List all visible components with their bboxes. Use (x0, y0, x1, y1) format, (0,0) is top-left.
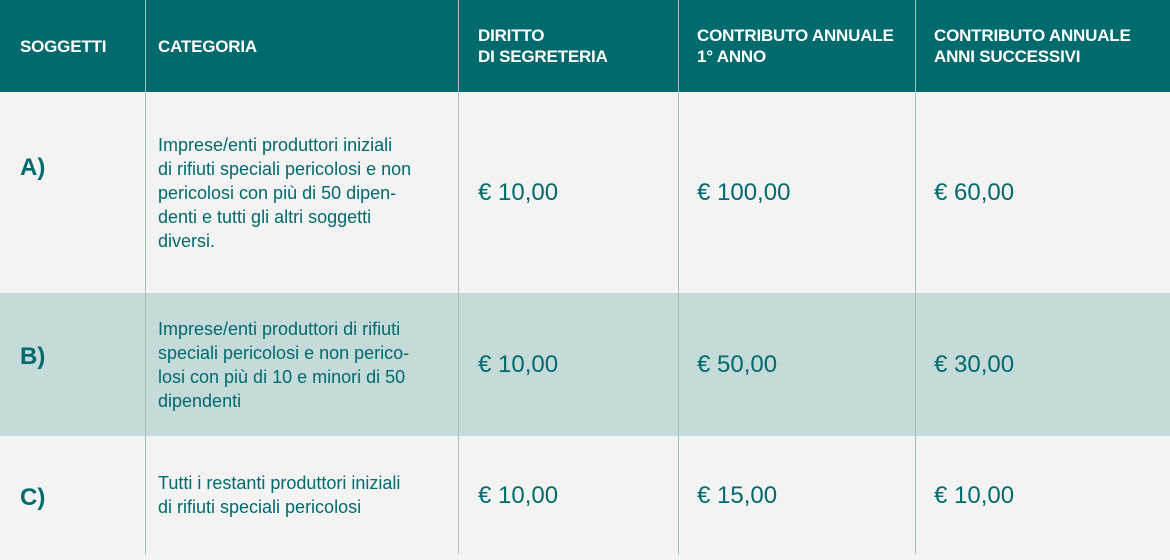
category-line: diversi. (158, 230, 216, 251)
row-diritto: € 10,00 (478, 482, 559, 509)
header-contributo-successivi-line2: ANNI SUCCESSIVI (934, 47, 1081, 66)
header-diritto (478, 0, 678, 92)
row-subject: A) (20, 154, 46, 181)
row-subject: C) (20, 484, 46, 511)
column-divider (145, 0, 146, 554)
header-categoria-label: CATEGORIA (158, 36, 257, 56)
category-line: speciali pericolosi e non perico- (158, 342, 410, 363)
header-contributo-successivi-line1: CONTRIBUTO ANNUALE (934, 26, 1131, 45)
column-divider (458, 0, 459, 554)
row-subject: B) (20, 342, 46, 370)
table-row (0, 92, 1170, 293)
header-contributo-primo-line1: CONTRIBUTO ANNUALE (697, 26, 894, 45)
row-contributo-primo: € 100,00 (697, 178, 791, 206)
header-contributo-primo-line2: 1° ANNO (697, 47, 766, 66)
table-row (0, 293, 1170, 436)
category-line: Tutti i restanti produttori iniziali (158, 473, 401, 493)
column-divider (678, 0, 679, 554)
row-category (158, 92, 448, 293)
header-contributo-primo (697, 0, 912, 92)
category-line: losi con più di 10 e minori di 50 (158, 366, 406, 387)
header-diritto-line1: DIRITTO (478, 26, 545, 45)
category-line: dipendenti (158, 390, 242, 411)
row-contributo-primo: € 50,00 (697, 350, 778, 378)
row-diritto: € 10,00 (478, 350, 559, 378)
row-contributo-successivi: € 60,00 (934, 178, 1015, 206)
row-category (158, 293, 448, 436)
row-contributo-primo: € 15,00 (697, 482, 778, 509)
row-contributo-successivi: € 10,00 (934, 482, 1015, 509)
row-contributo-successivi: € 30,00 (934, 350, 1015, 378)
row-category (158, 436, 448, 554)
header-categoria (158, 0, 438, 92)
header-diritto-line2: DI SEGRETERIA (478, 47, 608, 66)
table-row (0, 436, 1170, 554)
row-diritto: € 10,00 (478, 178, 559, 206)
table-header (0, 0, 1170, 92)
column-divider (915, 0, 916, 554)
header-contributo-successivi (934, 0, 1164, 92)
header-soggetti-label: SOGGETTI (20, 36, 107, 56)
category-line: denti e tutti gli altri soggetti (158, 206, 372, 227)
category-line: di rifiuti speciali pericolosi (158, 497, 362, 517)
header-soggetti (20, 0, 140, 92)
category-line: di rifiuti speciali pericolosi e non (158, 158, 412, 179)
category-line: pericolosi con più di 50 dipen- (158, 182, 397, 203)
category-line: Imprese/enti produttori iniziali (158, 134, 393, 155)
category-line: Imprese/enti produttori di rifiuti (158, 318, 401, 339)
